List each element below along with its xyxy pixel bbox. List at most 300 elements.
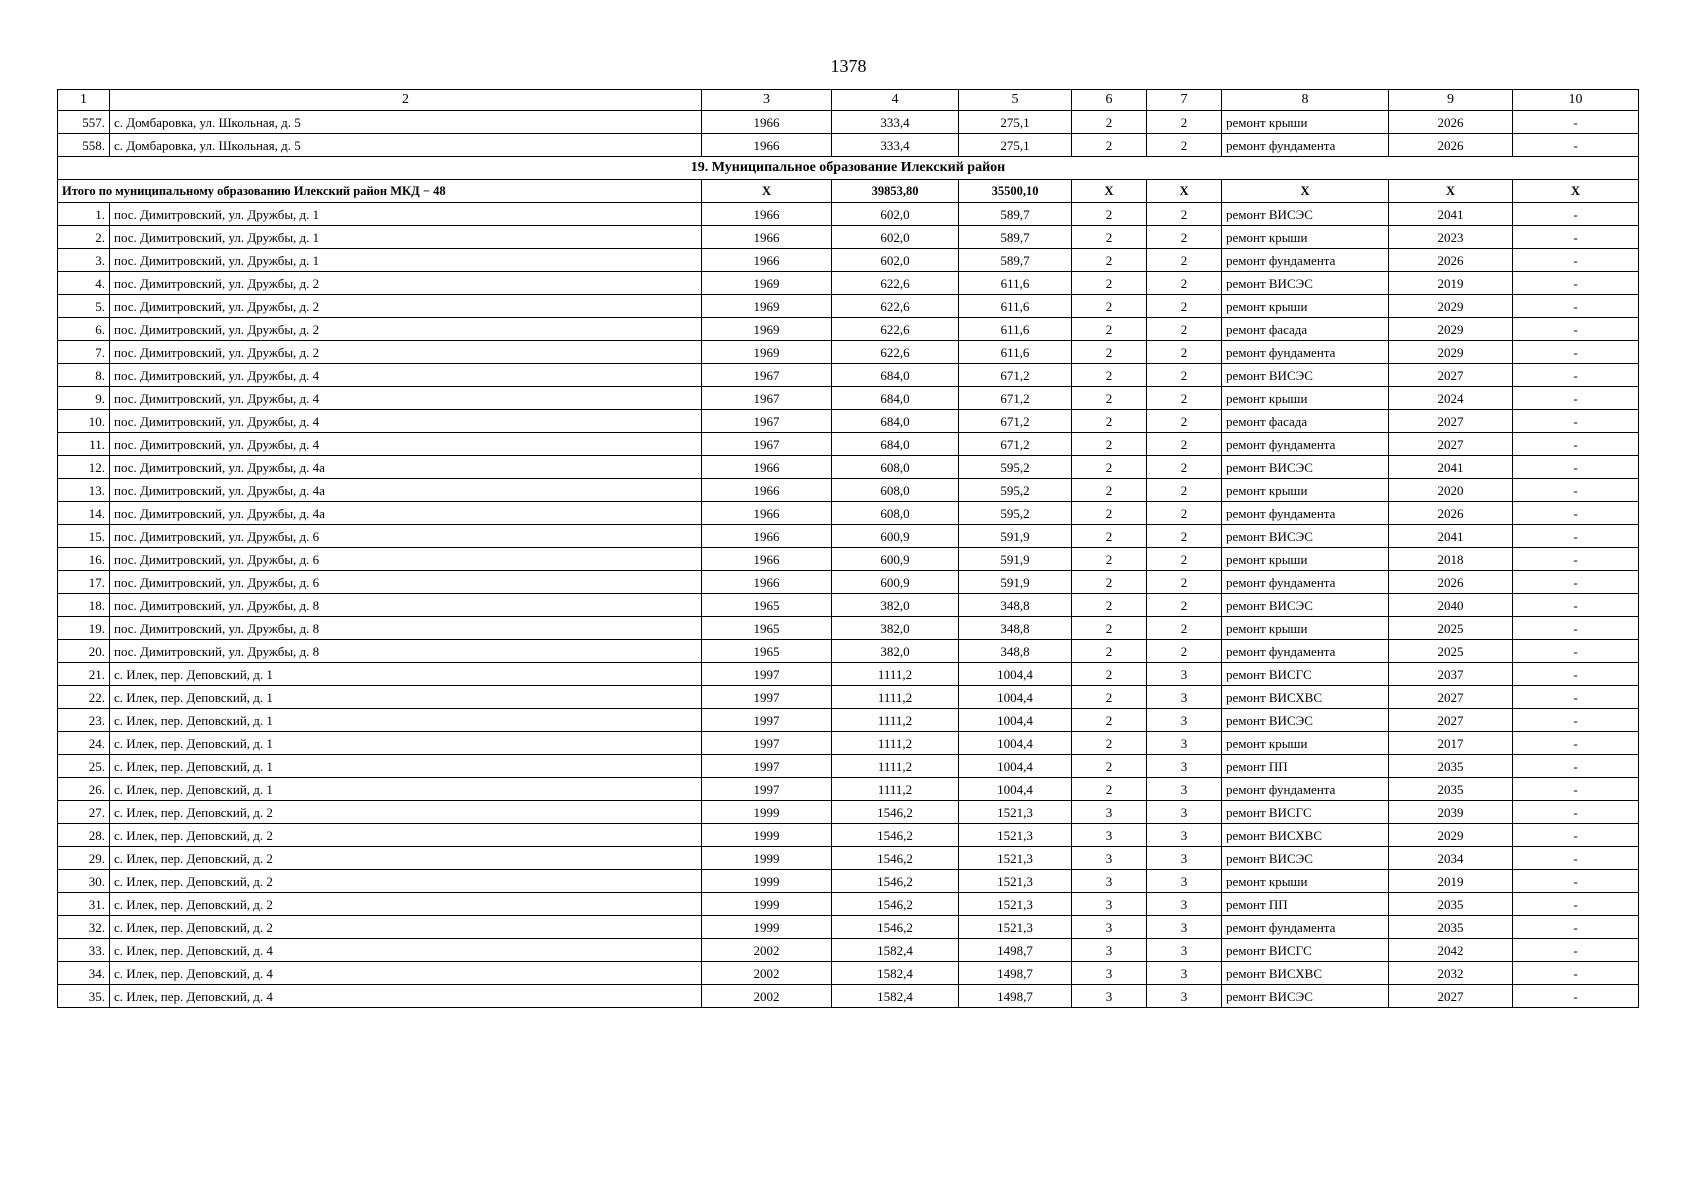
entrances-cell: 2 [1147,525,1222,548]
planned-year-cell: 2035 [1389,893,1513,916]
floors-cell: 2 [1072,755,1147,778]
note-cell: - [1513,525,1639,548]
table-row [58,226,1639,249]
planned-year-cell: 2027 [1389,410,1513,433]
total-area-cell: 602,0 [832,249,959,272]
address-cell: с. Илек, пер. Деповский, д. 1 [110,709,702,732]
row-number-cell: 21. [58,663,110,686]
table-row [58,548,1639,571]
year-built-cell: 1999 [702,916,832,939]
work-type-cell: ремонт крыши [1222,617,1389,640]
year-built-cell: 2002 [702,939,832,962]
total-area-cell: 1546,2 [832,847,959,870]
total-area-cell: 1111,2 [832,732,959,755]
table-row [58,594,1639,617]
living-area-cell: 348,8 [959,640,1072,663]
entrances-cell: 3 [1147,709,1222,732]
entrances-cell: 2 [1147,134,1222,157]
work-type-cell: ремонт ВИСЭС [1222,985,1389,1008]
address-cell: с. Илек, пер. Деповский, д. 4 [110,939,702,962]
entrances-cell: 2 [1147,433,1222,456]
total-area-cell: 382,0 [832,594,959,617]
column-header: 8 [1222,90,1389,111]
planned-year-cell: 2037 [1389,663,1513,686]
table-row [58,111,1639,134]
living-area-cell: 1004,4 [959,686,1072,709]
floors-cell: 2 [1072,663,1147,686]
living-area-cell: 589,7 [959,203,1072,226]
living-area-cell: 595,2 [959,502,1072,525]
table-row [58,410,1639,433]
total-area-cell: 382,0 [832,640,959,663]
floors-cell: 3 [1072,962,1147,985]
entrances-cell: 3 [1147,663,1222,686]
year-built-cell: 1966 [702,479,832,502]
table-row [58,433,1639,456]
entrances-cell: 2 [1147,249,1222,272]
table-row [58,272,1639,295]
address-cell: пос. Димитровский, ул. Дружбы, д. 4 [110,410,702,433]
table-row [58,341,1639,364]
total-area-cell: 1546,2 [832,893,959,916]
work-type-cell: ремонт ВИСГС [1222,939,1389,962]
planned-year-cell: 2026 [1389,111,1513,134]
total-area-cell: 1111,2 [832,778,959,801]
entrances-cell: 2 [1147,295,1222,318]
planned-year-cell: 2023 [1389,226,1513,249]
planned-year-cell: 2026 [1389,249,1513,272]
living-area-cell: 671,2 [959,433,1072,456]
entrances-cell: 3 [1147,962,1222,985]
entrances-cell: 3 [1147,824,1222,847]
living-area-cell: 591,9 [959,525,1072,548]
year-built-cell: 1997 [702,709,832,732]
note-cell: - [1513,663,1639,686]
total-area-cell: 684,0 [832,364,959,387]
year-built-cell: 1967 [702,387,832,410]
note-cell: - [1513,870,1639,893]
year-built-cell: 1967 [702,433,832,456]
table-row [58,870,1639,893]
work-type-cell: ремонт ВИСЭС [1222,203,1389,226]
entrances-cell: 2 [1147,318,1222,341]
year-built-cell: 1999 [702,893,832,916]
floors-cell: 3 [1072,916,1147,939]
planned-year-cell: 2041 [1389,525,1513,548]
living-area-cell: 591,9 [959,571,1072,594]
work-type-cell: ремонт крыши [1222,387,1389,410]
table-row [58,663,1639,686]
entrances-cell: 3 [1147,870,1222,893]
total-area-cell: 622,6 [832,295,959,318]
floors-cell: 3 [1072,939,1147,962]
row-number-cell: 2. [58,226,110,249]
table-row [58,640,1639,663]
entrances-cell: 2 [1147,203,1222,226]
floors-cell: 2 [1072,249,1147,272]
year-built-cell: 1967 [702,410,832,433]
planned-year-cell: 2020 [1389,479,1513,502]
planned-year-cell: 2019 [1389,870,1513,893]
total-area-cell: 1546,2 [832,870,959,893]
entrances-cell: 2 [1147,364,1222,387]
floors-cell: 2 [1072,318,1147,341]
planned-year-cell: 2019 [1389,272,1513,295]
table-row [58,778,1639,801]
row-number-cell: 28. [58,824,110,847]
table-row [58,479,1639,502]
section-row [58,157,1639,180]
living-area-cell: 595,2 [959,479,1072,502]
year-built-cell: 1969 [702,295,832,318]
work-type-cell: ремонт фундамента [1222,916,1389,939]
total-value: X [1389,180,1513,203]
note-cell: - [1513,548,1639,571]
entrances-cell: 3 [1147,732,1222,755]
living-area-cell: 589,7 [959,249,1072,272]
living-area-cell: 348,8 [959,617,1072,640]
work-type-cell: ремонт крыши [1222,111,1389,134]
total-area-cell: 622,6 [832,341,959,364]
entrances-cell: 2 [1147,226,1222,249]
row-number-cell: 17. [58,571,110,594]
year-built-cell: 2002 [702,962,832,985]
work-type-cell: ремонт ВИСЭС [1222,709,1389,732]
living-area-cell: 1498,7 [959,962,1072,985]
table-row [58,755,1639,778]
address-cell: пос. Димитровский, ул. Дружбы, д. 2 [110,272,702,295]
floors-cell: 2 [1072,571,1147,594]
total-area-cell: 333,4 [832,111,959,134]
table-row [58,318,1639,341]
address-cell: с. Илек, пер. Деповский, д. 2 [110,893,702,916]
living-area-cell: 595,2 [959,456,1072,479]
note-cell: - [1513,709,1639,732]
planned-year-cell: 2024 [1389,387,1513,410]
table-row [58,134,1639,157]
work-type-cell: ремонт фундамента [1222,502,1389,525]
year-built-cell: 1966 [702,134,832,157]
note-cell: - [1513,249,1639,272]
living-area-cell: 1498,7 [959,939,1072,962]
row-number-cell: 7. [58,341,110,364]
address-cell: с. Илек, пер. Деповский, д. 1 [110,663,702,686]
work-type-cell: ремонт фундамента [1222,571,1389,594]
entrances-cell: 3 [1147,755,1222,778]
table-row [58,686,1639,709]
planned-year-cell: 2026 [1389,502,1513,525]
table-row [58,732,1639,755]
address-cell: пос. Димитровский, ул. Дружбы, д. 2 [110,341,702,364]
row-number-cell: 30. [58,870,110,893]
work-type-cell: ремонт ПП [1222,893,1389,916]
entrances-cell: 3 [1147,778,1222,801]
total-value: X [702,180,832,203]
total-area-cell: 1111,2 [832,709,959,732]
total-row [58,180,1639,203]
row-number-cell: 20. [58,640,110,663]
total-area-cell: 600,9 [832,548,959,571]
page-number: 1378 [830,56,867,76]
entrances-cell: 2 [1147,387,1222,410]
planned-year-cell: 2027 [1389,364,1513,387]
floors-cell: 2 [1072,295,1147,318]
planned-year-cell: 2029 [1389,341,1513,364]
year-built-cell: 1969 [702,272,832,295]
entrances-cell: 2 [1147,341,1222,364]
planned-year-cell: 2034 [1389,847,1513,870]
work-type-cell: ремонт фасада [1222,410,1389,433]
living-area-cell: 275,1 [959,111,1072,134]
floors-cell: 2 [1072,433,1147,456]
floors-cell: 3 [1072,847,1147,870]
floors-cell: 3 [1072,824,1147,847]
row-number-cell: 25. [58,755,110,778]
planned-year-cell: 2041 [1389,203,1513,226]
row-number-cell: 5. [58,295,110,318]
table-row [58,525,1639,548]
note-cell: - [1513,226,1639,249]
floors-cell: 2 [1072,364,1147,387]
entrances-cell: 2 [1147,594,1222,617]
floors-cell: 2 [1072,594,1147,617]
work-type-cell: ремонт ВИСЭС [1222,272,1389,295]
total-area-cell: 684,0 [832,387,959,410]
year-built-cell: 1965 [702,617,832,640]
floors-cell: 2 [1072,640,1147,663]
planned-year-cell: 2029 [1389,824,1513,847]
address-cell: с. Илек, пер. Деповский, д. 1 [110,755,702,778]
address-cell: с. Домбаровка, ул. Школьная, д. 5 [110,134,702,157]
column-header: 2 [110,90,702,111]
row-number-cell: 33. [58,939,110,962]
address-cell: пос. Димитровский, ул. Дружбы, д. 8 [110,640,702,663]
entrances-cell: 3 [1147,916,1222,939]
entrances-cell: 3 [1147,985,1222,1008]
row-number-cell: 27. [58,801,110,824]
address-cell: пос. Димитровский, ул. Дружбы, д. 4 [110,387,702,410]
total-area-cell: 608,0 [832,456,959,479]
note-cell: - [1513,410,1639,433]
floors-cell: 2 [1072,686,1147,709]
total-area-cell: 1582,4 [832,985,959,1008]
note-cell: - [1513,479,1639,502]
table-row [58,203,1639,226]
living-area-cell: 671,2 [959,364,1072,387]
living-area-cell: 348,8 [959,594,1072,617]
note-cell: - [1513,985,1639,1008]
address-cell: с. Илек, пер. Деповский, д. 2 [110,870,702,893]
living-area-cell: 1521,3 [959,916,1072,939]
note-cell: - [1513,341,1639,364]
entrances-cell: 2 [1147,272,1222,295]
row-number-cell: 31. [58,893,110,916]
address-cell: с. Илек, пер. Деповский, д. 2 [110,847,702,870]
planned-year-cell: 2027 [1389,985,1513,1008]
total-area-cell: 1582,4 [832,939,959,962]
total-area-cell: 1111,2 [832,755,959,778]
work-type-cell: ремонт крыши [1222,732,1389,755]
year-built-cell: 1966 [702,548,832,571]
floors-cell: 2 [1072,203,1147,226]
work-type-cell: ремонт ВИСЭС [1222,364,1389,387]
total-area-cell: 622,6 [832,318,959,341]
header-row [58,90,1639,111]
table-row [58,801,1639,824]
work-type-cell: ремонт фундамента [1222,249,1389,272]
planned-year-cell: 2039 [1389,801,1513,824]
living-area-cell: 1004,4 [959,755,1072,778]
address-cell: пос. Димитровский, ул. Дружбы, д. 6 [110,571,702,594]
table-row [58,295,1639,318]
year-built-cell: 1965 [702,640,832,663]
work-type-cell: ремонт ВИСЭС [1222,594,1389,617]
planned-year-cell: 2018 [1389,548,1513,571]
planned-year-cell: 2026 [1389,134,1513,157]
note-cell: - [1513,364,1639,387]
year-built-cell: 1965 [702,594,832,617]
total-label: Итого по муниципальному образованию Илекский район МКД − 48 [58,180,702,203]
address-cell: с. Илек, пер. Деповский, д. 4 [110,985,702,1008]
row-number-cell: 23. [58,709,110,732]
planned-year-cell: 2027 [1389,686,1513,709]
entrances-cell: 2 [1147,410,1222,433]
year-built-cell: 1997 [702,686,832,709]
floors-cell: 2 [1072,410,1147,433]
address-cell: пос. Димитровский, ул. Дружбы, д. 1 [110,203,702,226]
total-area-cell: 1546,2 [832,916,959,939]
total-area-cell: 1546,2 [832,801,959,824]
year-built-cell: 1969 [702,318,832,341]
living-area-cell: 611,6 [959,272,1072,295]
year-built-cell: 1966 [702,203,832,226]
table-row [58,824,1639,847]
address-cell: пос. Димитровский, ул. Дружбы, д. 1 [110,226,702,249]
address-cell: пос. Димитровский, ул. Дружбы, д. 4а [110,479,702,502]
note-cell: - [1513,134,1639,157]
column-header: 3 [702,90,832,111]
note-cell: - [1513,686,1639,709]
table-row [58,709,1639,732]
total-area-cell: 684,0 [832,433,959,456]
floors-cell: 2 [1072,502,1147,525]
floors-cell: 3 [1072,801,1147,824]
planned-year-cell: 2042 [1389,939,1513,962]
work-type-cell: ремонт ВИСХВС [1222,824,1389,847]
column-header: 10 [1513,90,1639,111]
note-cell: - [1513,640,1639,663]
address-cell: пос. Димитровский, ул. Дружбы, д. 8 [110,617,702,640]
floors-cell: 2 [1072,778,1147,801]
year-built-cell: 1966 [702,456,832,479]
work-type-cell: ремонт фундамента [1222,640,1389,663]
total-value: 39853,80 [832,180,959,203]
work-type-cell: ремонт ВИСХВС [1222,962,1389,985]
floors-cell: 2 [1072,617,1147,640]
section-title: 19. Муниципальное образование Илекский район [58,157,1639,180]
work-type-cell: ремонт крыши [1222,226,1389,249]
year-built-cell: 1966 [702,111,832,134]
planned-year-cell: 2025 [1389,640,1513,663]
entrances-cell: 3 [1147,847,1222,870]
floors-cell: 2 [1072,341,1147,364]
total-area-cell: 602,0 [832,203,959,226]
planned-year-cell: 2040 [1389,594,1513,617]
year-built-cell: 1966 [702,571,832,594]
living-area-cell: 275,1 [959,134,1072,157]
total-value: X [1147,180,1222,203]
entrances-cell: 2 [1147,456,1222,479]
repair-register-table [57,89,1639,1008]
row-number-cell: 3. [58,249,110,272]
column-header: 6 [1072,90,1147,111]
column-header: 1 [58,90,110,111]
planned-year-cell: 2035 [1389,755,1513,778]
floors-cell: 2 [1072,226,1147,249]
living-area-cell: 1521,3 [959,870,1072,893]
row-number-cell: 6. [58,318,110,341]
floors-cell: 3 [1072,870,1147,893]
entrances-cell: 3 [1147,686,1222,709]
year-built-cell: 1997 [702,778,832,801]
total-area-cell: 1546,2 [832,824,959,847]
address-cell: пос. Димитровский, ул. Дружбы, д. 4 [110,433,702,456]
year-built-cell: 1999 [702,824,832,847]
year-built-cell: 1997 [702,663,832,686]
note-cell: - [1513,893,1639,916]
row-number-cell: 4. [58,272,110,295]
row-number-cell: 8. [58,364,110,387]
row-number-cell: 16. [58,548,110,571]
floors-cell: 2 [1072,456,1147,479]
address-cell: пос. Димитровский, ул. Дружбы, д. 8 [110,594,702,617]
total-area-cell: 1582,4 [832,962,959,985]
entrances-cell: 2 [1147,571,1222,594]
address-cell: с. Илек, пер. Деповский, д. 2 [110,916,702,939]
total-area-cell: 333,4 [832,134,959,157]
note-cell: - [1513,571,1639,594]
row-number-cell: 35. [58,985,110,1008]
living-area-cell: 671,2 [959,387,1072,410]
total-area-cell: 608,0 [832,502,959,525]
column-header: 7 [1147,90,1222,111]
row-number-cell: 10. [58,410,110,433]
floors-cell: 2 [1072,272,1147,295]
table-row [58,985,1639,1008]
row-number-cell: 14. [58,502,110,525]
living-area-cell: 1521,3 [959,847,1072,870]
row-number-cell: 11. [58,433,110,456]
living-area-cell: 1004,4 [959,778,1072,801]
row-number-cell: 29. [58,847,110,870]
note-cell: - [1513,502,1639,525]
living-area-cell: 611,6 [959,318,1072,341]
address-cell: с. Домбаровка, ул. Школьная, д. 5 [110,111,702,134]
column-header: 4 [832,90,959,111]
year-built-cell: 2002 [702,985,832,1008]
floors-cell: 2 [1072,709,1147,732]
year-built-cell: 1999 [702,847,832,870]
note-cell: - [1513,295,1639,318]
work-type-cell: ремонт фундамента [1222,778,1389,801]
address-cell: пос. Димитровский, ул. Дружбы, д. 6 [110,548,702,571]
table-body [58,90,1639,1008]
note-cell: - [1513,732,1639,755]
column-header: 5 [959,90,1072,111]
address-cell: пос. Димитровский, ул. Дружбы, д. 4 [110,364,702,387]
planned-year-cell: 2027 [1389,709,1513,732]
living-area-cell: 589,7 [959,226,1072,249]
